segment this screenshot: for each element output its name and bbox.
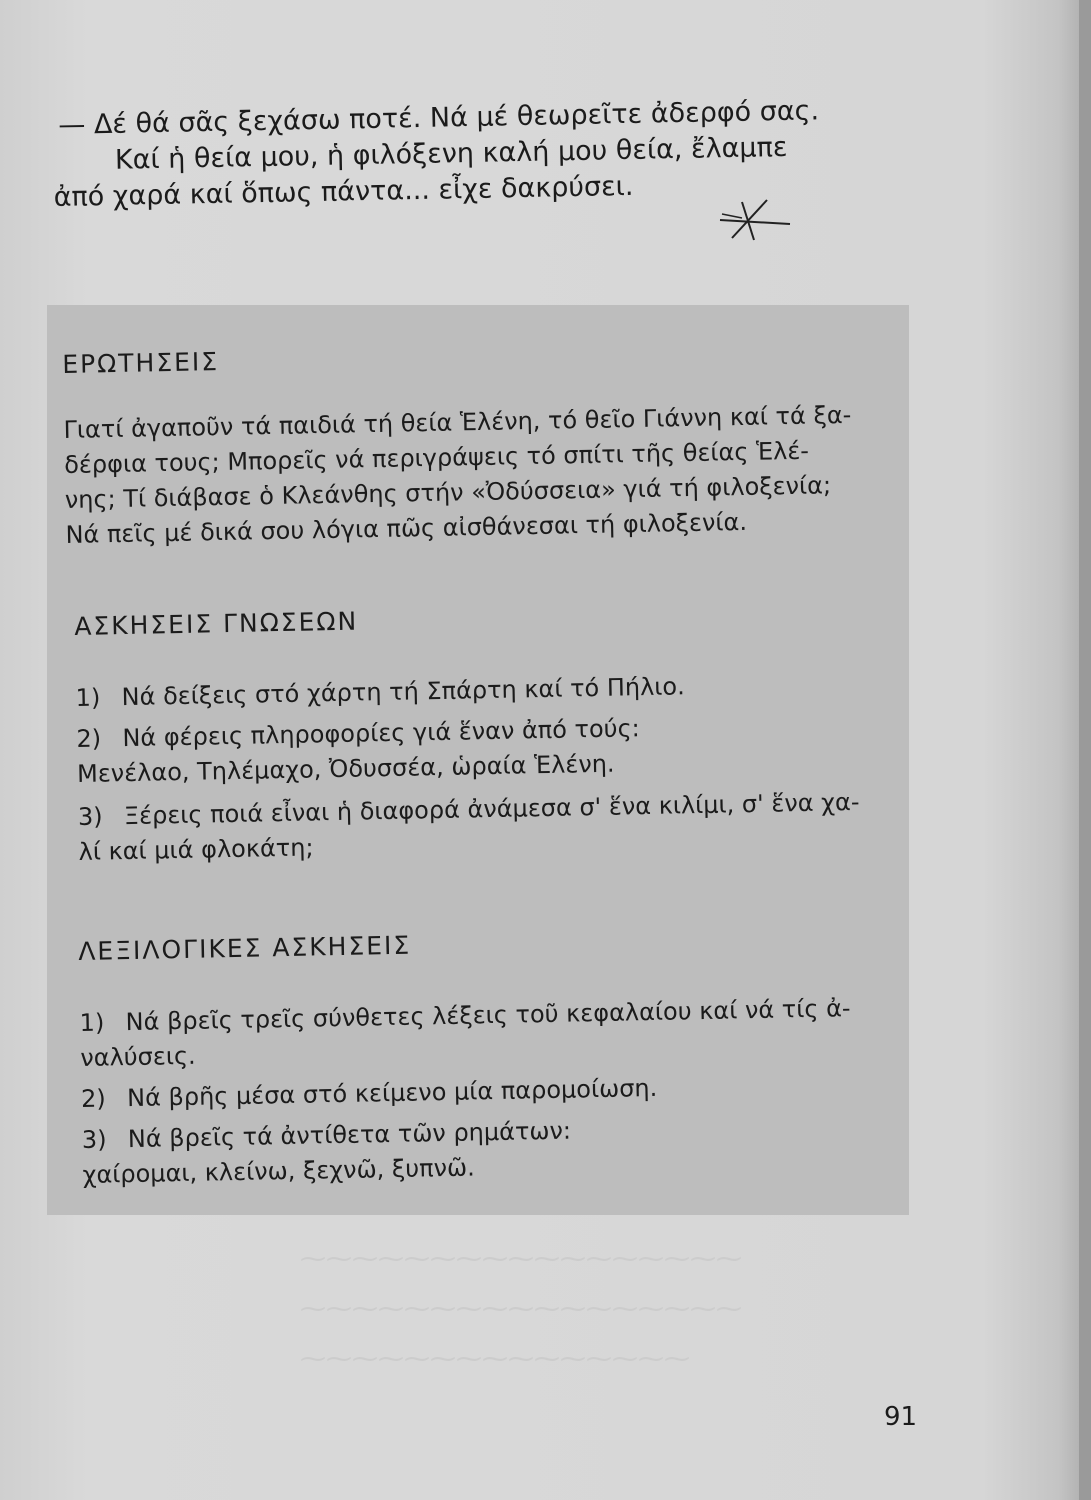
item-text-continued: λί καί μιά φλοκάτη; [78, 833, 314, 866]
vocab-section [78, 918, 1091, 1193]
item-number: 3) [77, 802, 103, 831]
questions-section [62, 334, 886, 553]
questions-heading: ΕΡΩΤΗΣΕΙΣ [62, 346, 220, 379]
item-text-continued: Μενέλαο, Τηλέμαχο, Ὀδυσσέα, ὡραία Ἑλένη. [76, 749, 615, 788]
list-item [76, 702, 1091, 792]
item-text: Νά δείξεις στό χάρτη τή Σπάρτη καί τό Πήλιο. [121, 672, 685, 712]
intro-line-3: ἀπό χαρά καί ὅπως πάντα... εἶχε δακρύσει. [53, 170, 634, 213]
knowledge-list [75, 661, 1091, 869]
questions-line-3: νης; Τί διάβασε ὁ Κλεάνθης στήν «Ὀδύσσεια» γιά τή φιλοξενία; [64, 471, 832, 514]
item-text: Νά βρεῖς τρεῖς σύνθετες λέξεις τοῦ κεφαλαίου καί νά τίς ἀ- [125, 994, 851, 1037]
knowledge-section [74, 592, 1091, 869]
item-text-continued: ναλύσεις. [80, 1041, 196, 1072]
handwritten-asterisk-icon [712, 190, 792, 250]
show-through-text: ⁓⁓⁓⁓⁓⁓⁓⁓⁓⁓⁓⁓⁓⁓⁓⁓⁓ [300, 1294, 742, 1324]
item-text: Ξέρεις ποιά εἶναι ἡ διαφορά ἀνάμεσα σ' ἕνα κιλίμι, σ' ἕνα χα- [123, 787, 860, 831]
show-through-text: ⁓⁓⁓⁓⁓⁓⁓⁓⁓⁓⁓⁓⁓⁓⁓ [300, 1344, 690, 1374]
page-number: 91 [884, 1402, 918, 1432]
show-through-text: ⁓⁓⁓⁓⁓⁓⁓⁓⁓⁓⁓⁓⁓⁓⁓⁓⁓ [300, 1244, 742, 1274]
vocab-heading: ΛΕΞΙΛΟΓΙΚΕΣ ΑΣΚΗΣΕΙΣ [78, 930, 412, 966]
item-number: 3) [81, 1125, 107, 1154]
item-number: 1) [75, 683, 101, 712]
questions-line-4: Νά πεῖς μέ δικά σου λόγια πῶς αἰσθάνεσαι τή φιλοξενία. [65, 507, 748, 549]
questions-line-2: δέρφια τους; Μπορεῖς νά περιγράψεις τό σπίτι τῆς θείας Ἑλέ- [63, 436, 810, 479]
questions-line-1: Γιατί ἀγαποῦν τά παιδιά τή θεία Ἑλένη, τό θεῖο Γιάννη καί τά ξα- [63, 400, 852, 444]
item-number: 1) [79, 1008, 105, 1037]
item-text: Νά βρεῖς τά ἀντίθετα τῶν ρημάτων: [127, 1116, 572, 1154]
item-number: 2) [76, 724, 102, 753]
item-number: 2) [80, 1084, 107, 1113]
item-text-continued: χαίρομαι, κλείνω, ξεχνῶ, ξυπνῶ. [82, 1153, 475, 1189]
item-text: Νά βρῆς μέσα στό κείμενο μία παρομοίωση. [126, 1073, 658, 1113]
intro-line-1: — Δέ θά σᾶς ξεχάσω ποτέ. Νά μέ θεωρεῖτε ἀδερφό σας. [58, 95, 820, 141]
knowledge-heading: ΑΣΚΗΣΕΙΣ ΓΝΩΣΕΩΝ [74, 606, 359, 641]
intro-line-2: Καί ἡ θεία μου, ἡ φιλόξενη καλή μου θεία, ἔλαμπε [114, 131, 788, 176]
vocab-list [79, 987, 1091, 1193]
item-text: Νά φέρεις πληροφορίες γιά ἕναν ἀπό τούς: [122, 714, 640, 753]
